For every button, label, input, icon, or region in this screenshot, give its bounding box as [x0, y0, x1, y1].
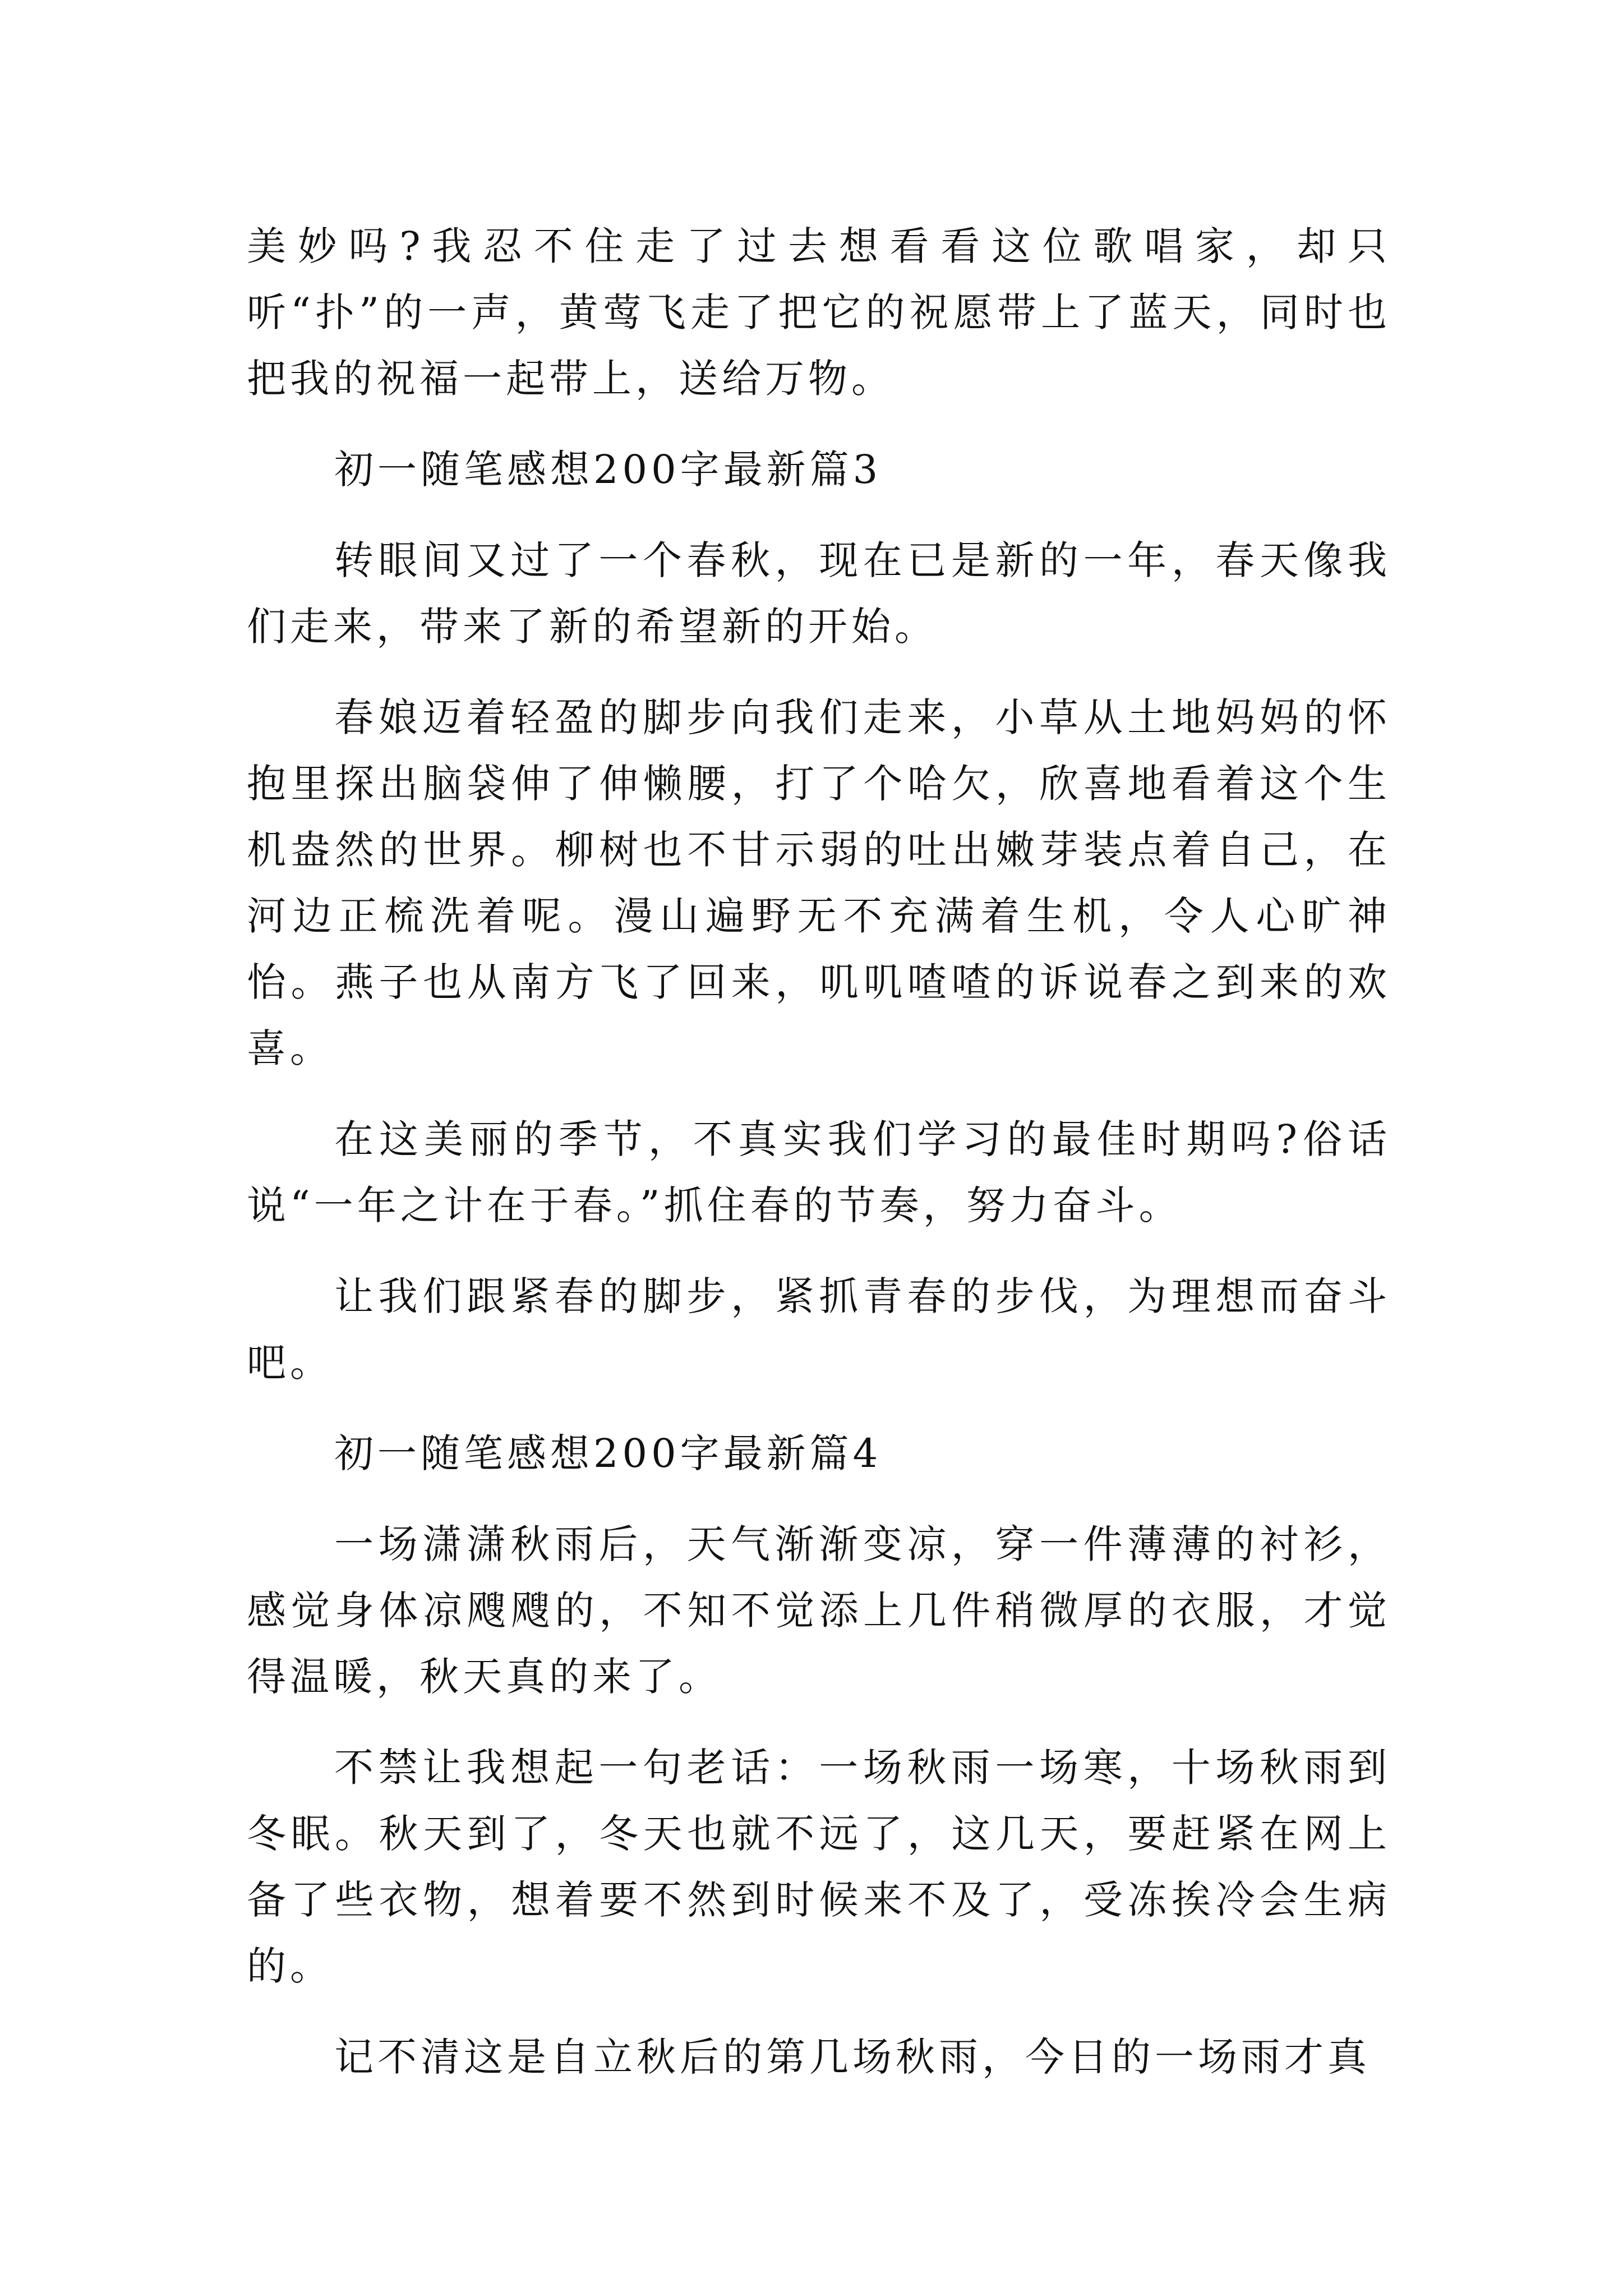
section-heading: 初一随笔感想200字最新篇3 [334, 447, 882, 493]
paragraph: 记不清这是自立秋后的第几场秋雨，今日的一场雨才真 [334, 2034, 1371, 2080]
document-body [247, 213, 1391, 2115]
paragraph: 转眼间又过了一个春秋，现在已是新的一年，春天像我们走来，带来了新的希望新的开始。 [247, 537, 1391, 650]
paragraph: 不禁让我想起一句老话：一场秋雨一场寒，十场秋雨到冬眠。秋天到了，冬天也就不远了，这几天，要赶紧在网上备了些衣物，想着要不然到时候来不及了，受冻挨冷会生病的。 [247, 1745, 1391, 1989]
paragraph: 让我们跟紧春的脚步，紧抓青春的步伐，为理想而奋斗吧。 [247, 1273, 1391, 1386]
paragraph: 春娘迈着轻盈的脚步向我们走来，小草从土地妈妈的怀抱里探出脑袋伸了伸懒腰，打了个哈欠，欣喜地看着这个生机盎然的世界。柳树也不甘示弱的吐出嫩芽装点着自己，在河边正梳洗着呢。漫山遍野无不充满着生机，令人心旷神怡。燕子也从南方飞了回来，叽叽喳喳的诉说春之到来的欢喜。 [247, 694, 1391, 1071]
paragraph: 在这美丽的季节，不真实我们学习的最佳时期吗?俗话说“一年之计在于春。”抓住春的节奏，努力奋斗。 [247, 1116, 1391, 1228]
section-heading: 初一随笔感想200字最新篇4 [334, 1430, 882, 1476]
paragraph: 美妙吗?我忍不住走了过去想看看这位歌唱家，却只听“扑”的一声，黄莺飞走了把它的祝愿带上了蓝天，同时也把我的祝福一起带上，送给万物。 [247, 223, 1391, 402]
paragraph: 一场潇潇秋雨后，天气渐渐变凉，穿一件薄薄的衬衫，感觉身体凉飕飕的，不知不觉添上几件稍微厚的衣服，才觉得温暖，秋天真的来了。 [247, 1521, 1391, 1700]
